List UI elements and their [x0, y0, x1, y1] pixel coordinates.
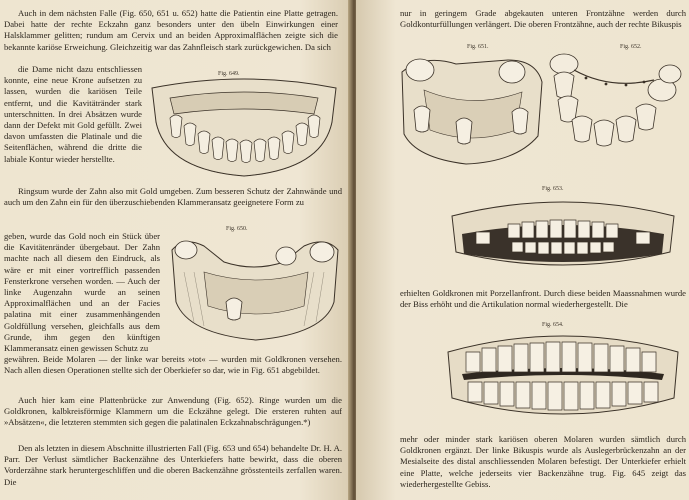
- fig650-caption: Fig. 650.: [226, 226, 248, 232]
- left-para-after-fig650: [4, 354, 342, 376]
- left-para-mid: [4, 186, 342, 208]
- fig653-dentition-before-illustration: [448, 194, 678, 274]
- fig652-caption: Fig. 652.: [620, 44, 642, 50]
- right-para-mid: [400, 288, 686, 310]
- left-para-fig650-side-text: geben, wurde das Gold noch ein Stück über die Kavitätenränder übergebaut. Der Zahn machte nach all diesem den Eindruck, als wäre er mit einer vortrefflich passenden Fensterkrone versehen worden. — Auch der linke Augenzahn wurde an seinen Approximalflächen und an der Facies palatina mit einer zusammenhängenden Goldfüllung versehen, gleichfalls aus dem Grunde, ihm gegen den künftigen Klammeransatz einen gewissen Schutz zu: [4, 231, 160, 354]
- fig649-lower-jaw-illustration: [146, 76, 342, 180]
- left-para-bridge-text: Auch hier kam eine Plattenbrücke zur Anwendung (Fig. 652). Ringe wurden um die Goldkronen, kalbkreisförmige Klammern um die Eckzähne gelegt. Die ersteren ruhten auf »Absätzen«, die letzteren stemmten sich gegen die palatinalen Eckzahnabschrägungen.*): [4, 395, 342, 428]
- right-top-line: [400, 8, 686, 30]
- left-para-last-text: Den als letzten in diesem Abschnitte illustrierten Fall (Fig. 653 und 654) behandelte Dr. H. A. Parr. Der Verlust sämtlicher Backenzähne des Unterkiefers hatte bewirkt, dass die oberen Vorderzähne stark heruntergeschliffen und die oberen Backenzähne grösstenteils zerfallen waren. Die: [4, 443, 342, 487]
- fig651-caption: Fig. 651.: [467, 44, 489, 50]
- right-top-line-text: nur in geringem Grade abgekauten unteren Frontzähne werden durch Goldkonturfüllungen verlängert. Die oberen Frontzähne, auch der rechte Bikuspis: [400, 8, 686, 30]
- left-para-bridge: [4, 395, 342, 429]
- fig654-caption: Fig. 654.: [542, 322, 564, 328]
- fig650-upper-jaw-illustration: [164, 232, 346, 344]
- right-page: [356, 0, 689, 500]
- right-para-mid-text: erhielten Goldkronen mit Porzellanfront. Durch diese beiden Maassnahmen wurde der Biss erhöht und die Artikulation normal wiederhergestellt. Die: [400, 288, 686, 310]
- fig651-upper-jaw-gold-crowns-illustration: [396, 50, 546, 168]
- fig653-caption: Fig. 653.: [542, 186, 564, 192]
- left-para-after-fig650-text: gewähren. Beide Molaren — der linke war bereits »tot« — wurden mit Goldkronen versehen. Nach allen diesen Operationen stellte sich der Oberkiefer so dar, wie in Fig. 651 abgebildet.: [4, 354, 342, 376]
- right-para-bottom: [400, 434, 686, 490]
- fig654-restored-dentition-illustration: [444, 328, 682, 424]
- left-para-last: [4, 443, 342, 488]
- left-para-fig649-side: [4, 64, 142, 165]
- fig649-caption: Fig. 649.: [218, 71, 240, 77]
- left-para-top: [4, 8, 338, 53]
- right-para-bottom-text: mehr oder minder stark kariösen oberen Molaren wurden sämtlich durch Goldkronen ergänzt. Der linke Bikuspis wurde als Auslegerbrückenzahn an der Mesialseite des distal anschliessenden Molaren befestigt. Der Unterkiefer erhielt eine Platte, welche jederseits vier Backenzähne trug. Fig. 645 zeigt das wiederhergestellte Gebiss.: [400, 434, 686, 489]
- fig652-plate-bridge-illustration: [546, 50, 686, 150]
- left-para-top-text: Auch in dem nächsten Falle (Fig. 650, 651 u. 652) hatte die Patientin eine Platte getragen. Dabei hatte der rechte Eckzahn ganz besonders unter den übeln Einwirkungen einer Halsklammer gelitten; rundum am Cervix und an beiden Approximalflächen zeigte sich die bekannte kariöse Erweichung. Gleichzeitig war das Zahnfleisch stark zurückgewichen. Da sich: [4, 8, 338, 52]
- left-para-fig649-side-text: die Dame nicht dazu entschliessen konnte, eine neue Krone aufsetzen zu lassen, wurden die kariösen Teile entfernt, und die Kavitätränder stark unterschnitten. In drei Absätzen wurde dann der Defekt mit Gold gefüllt. Zwei davon umfassten die Platinale und die Seitenflächen, während die dritte die labiale Kontur wieder herstellte.: [4, 64, 142, 164]
- left-para-fig650-side: [4, 231, 160, 354]
- left-para-mid-text: Ringsum wurde der Zahn also mit Gold umgeben. Zum besseren Schutz der Zahnwände und auch um den Zahn ein für den überzuschiebenden Klammeransatz geeignetere Form zu: [4, 186, 342, 208]
